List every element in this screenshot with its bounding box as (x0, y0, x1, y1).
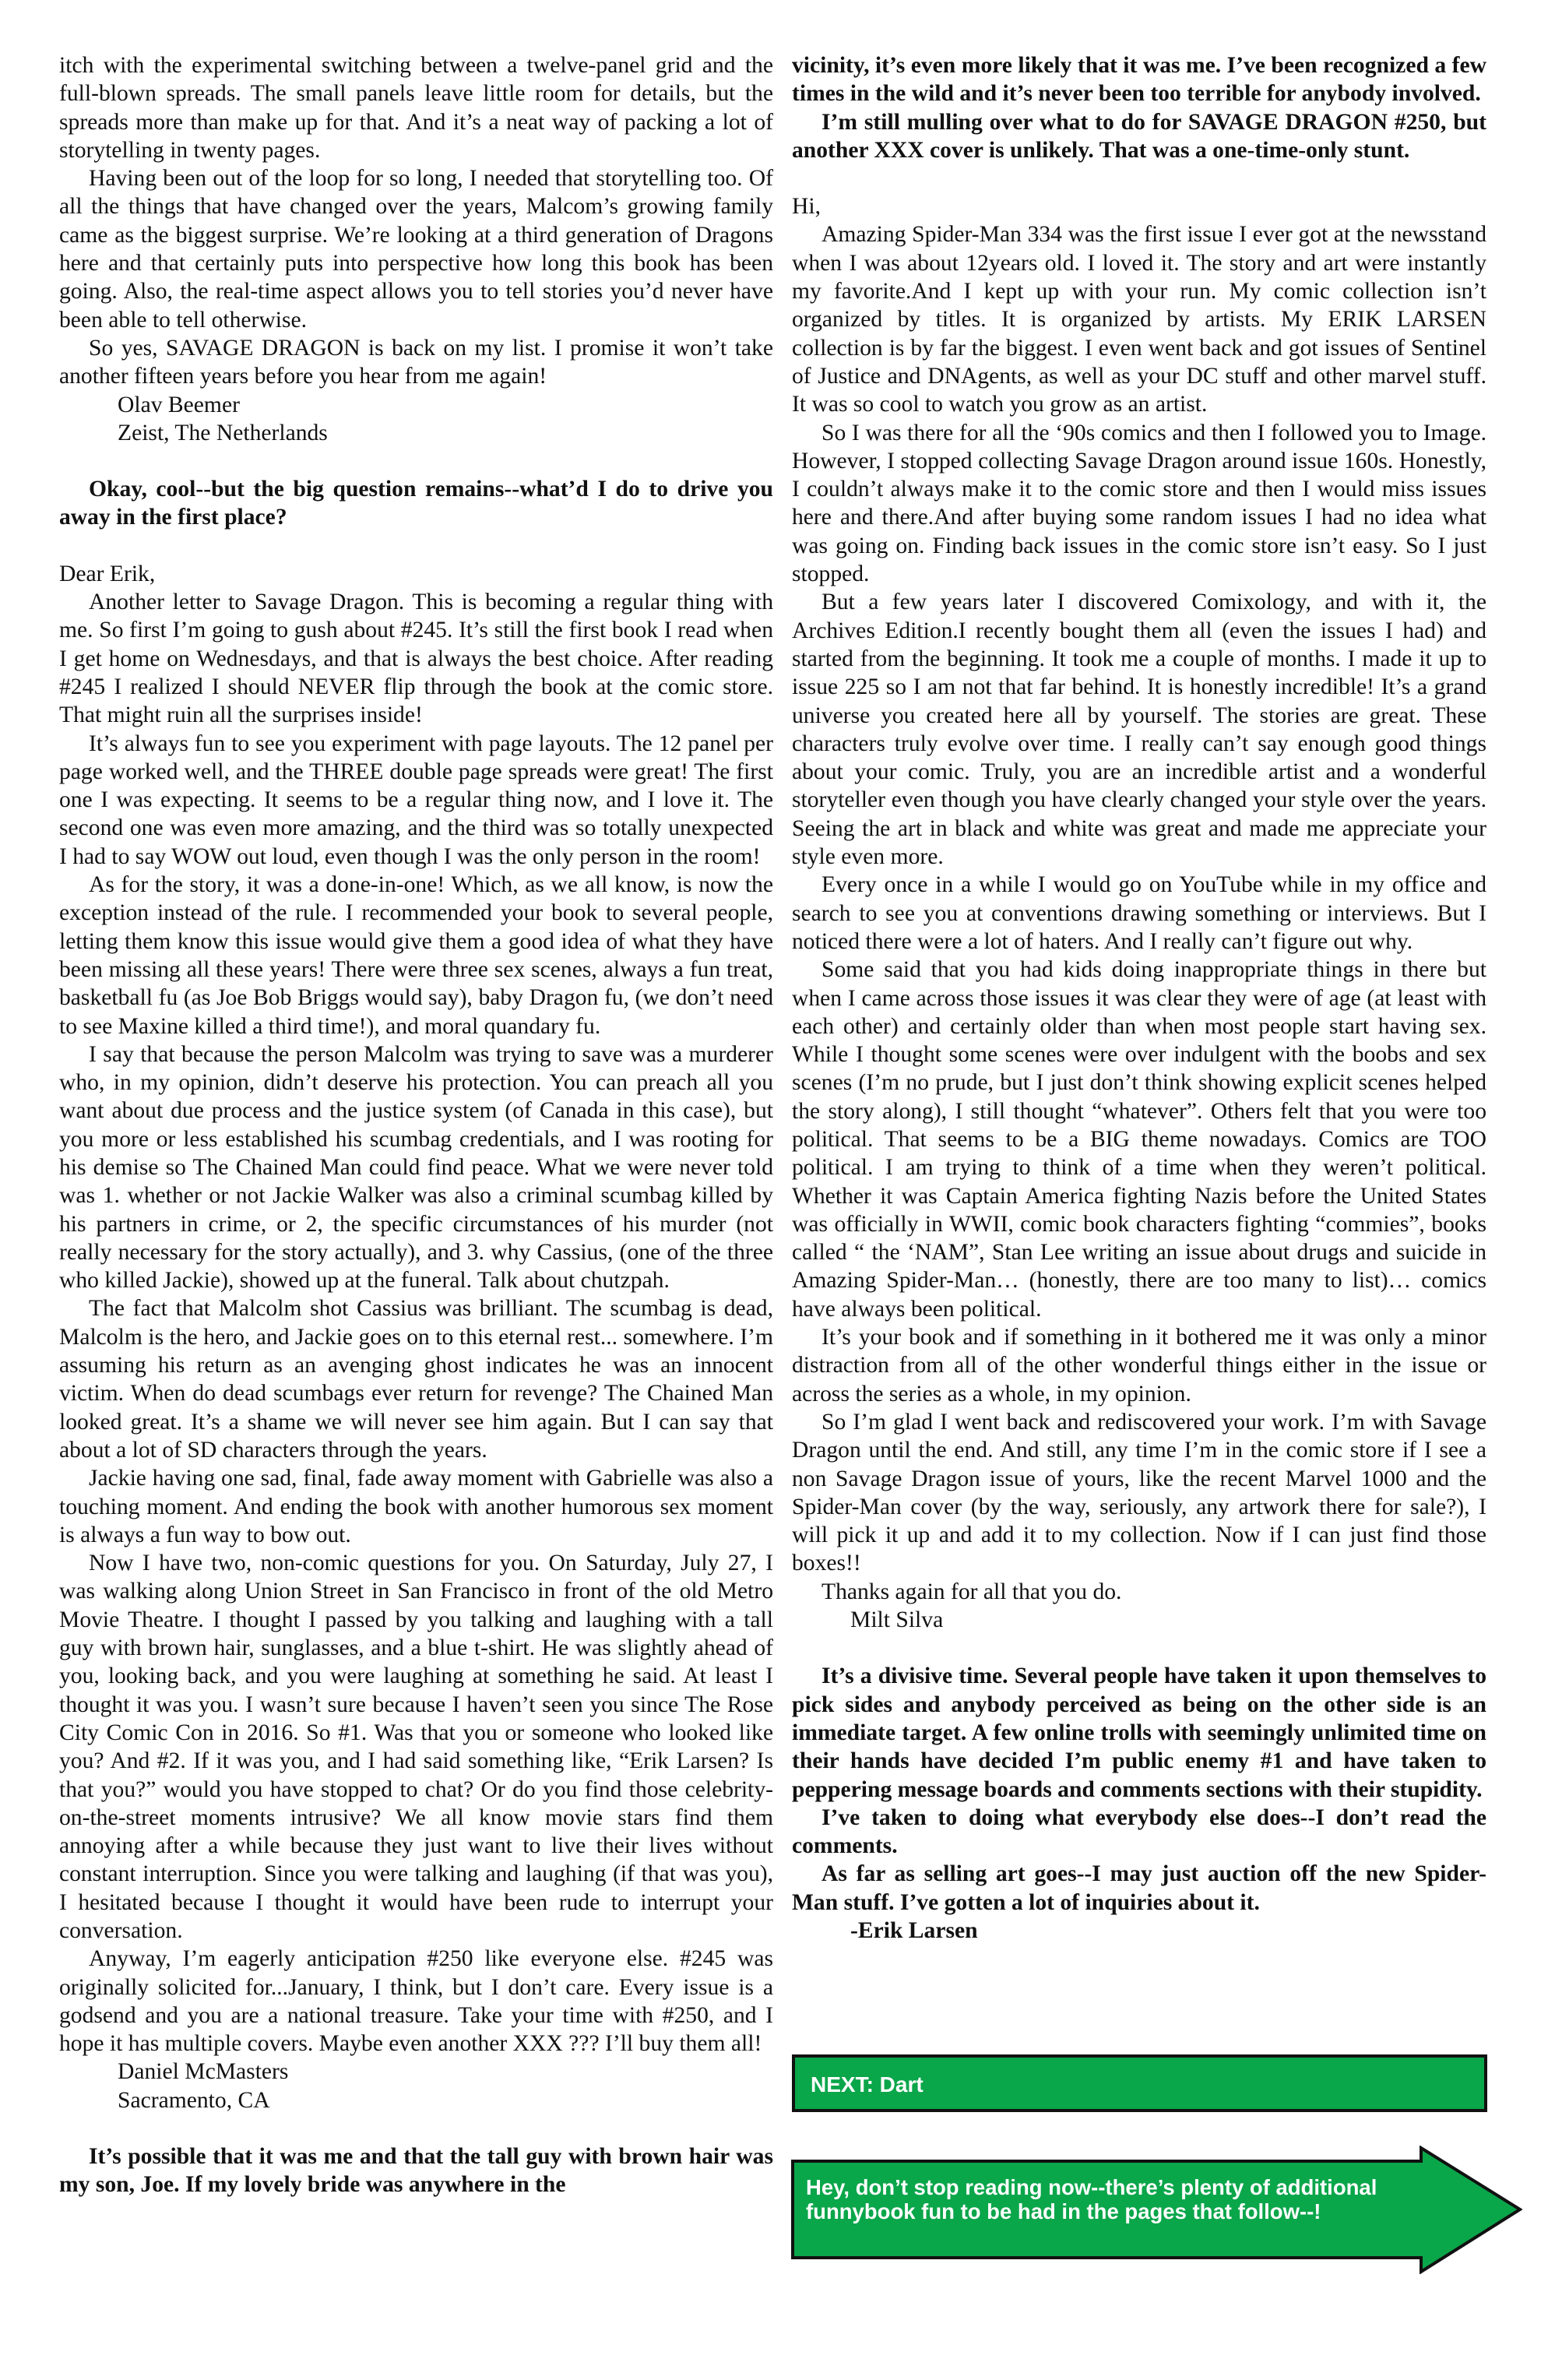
letters-column-right (792, 51, 1486, 1945)
letter-signature-name: Daniel McMasters (118, 2059, 289, 2085)
letter-paragraph: It’s always fun to see you experiment with page layouts. The 12 panel per page worked well, and the THREE double page spreads were great! The first one I was expecting. It seems to be a regular thing now, and I love it. The second one was even more amazing, and the third was so totally unexpected I had to say WOW out loud, even though I was the only person in the room! (59, 731, 773, 869)
editor-reply: I’ve taken to doing what everybody else does--I don’t read the comments. (792, 1804, 1486, 1859)
letter-paragraph: itch with the experimental switching between a twelve-panel grid and the full-blown spreads. The small panels leave little room for details, but the spreads more than make up for that. And it’s a neat way of packing a lot of storytelling in twenty pages. (59, 53, 773, 163)
letter-signature-name: Milt Silva (850, 1607, 944, 1633)
letter-salutation: Dear Erik, (59, 561, 156, 586)
letter-paragraph: Jackie having one sad, final, fade away moment with Gabrielle was also a touching moment. And ending the book with another humorous sex moment is always a fun way to bow out. (59, 1466, 773, 1547)
letter-paragraph: Anyway, I’m eagerly anticipation #250 like everyone else. #245 was originally solicited for...January, I think, but I don’t care. Every issue is a godsend and you are a national treasure. Take your time with #250, and I hope it has multiple covers. Maybe even another XXX ??? I’ll buy them all! (59, 1946, 773, 2057)
editor-reply: It’s a divisive time. Several people have taken it upon themselves to pick sides and anybody perceived as being on the other side is an immediate target. A few online trolls with seemingly unlimited time on their hands have decided I’m public enemy #1 and have taken to peppering message boards and comments sections with their stupidity. (792, 1664, 1486, 1802)
letter-closing: Thanks again for all that you do. (821, 1579, 1122, 1604)
next-issue-box (792, 2054, 1487, 2112)
letter-paragraph: Having been out of the loop for so long, I needed that storytelling too. Of all the things that have changed over the years, Malcom’s growing family came as the biggest surprise. We’re looking at a third generation of Dragons here and that certainly puts into perspective how long this book has been going. Also, the real-time aspect allows you to tell stories you’d never have been able to tell otherwise. (59, 166, 773, 333)
letter-paragraph: Another letter to Savage Dragon. This is becoming a regular thing with me. So first I’m going to gush about #245. It’s still the first book I read when I get home on Wednesdays, and that is always the best choice. After reading #245 I realized I should NEVER flip through the book at the comic store. That might ruin all the surprises inside! (59, 590, 773, 728)
letter-paragraph: So yes, SAVAGE DRAGON is back on my list. I promise it won’t take another fifteen years before you hear from me again! (59, 335, 773, 389)
letter-paragraph: So I’m glad I went back and rediscovered your work. I’m with Savage Dragon until the end. And still, any time I’m in the comic store if I see a non Savage Dragon issue of yours, like the recent Marvel 1000 and the Spider-Man cover (by the way, seriously, any artwork there for sale?), I will pick it up and add it to my collection. Now if I can just find those boxes!! (792, 1409, 1486, 1576)
letter-paragraph: But a few years later I discovered Comixology, and with it, the Archives Edition.I recently bought them all (even the issues I had) and started from the beginning. It took me a couple of months. I made it up to issue 225 so I am not that far behind. It is honestly incredible! It’s a grand universe you created here all by yourself. The stories are great. These characters truly evolve over time. I really can’t say enough good things about your comic. Truly, you are an incredible artist and a wonderful storyteller even though you have clearly changed your style over the years. Seeing the art in black and white was great and made me appreciate your style even more. (792, 590, 1486, 870)
letter-paragraph: It’s your book and if something in it bothered me it was only a minor distraction from all of the other wonderful things either in the issue or across the series as a whole, in my opinion. (792, 1325, 1486, 1407)
editor-reply: vicinity, it’s even more likely that it was me. I’ve been recognized a few times in the wild and it’s never been too terrible for anybody involved. (792, 53, 1486, 107)
letter-paragraph: So I was there for all the ‘90s comics and then I followed you to Image. However, I stopped collecting Savage Dragon around issue 160s. Honestly, I couldn’t always make it to the comic store and then I would miss issues here and there.And after buying some random issues I had no idea what was going on. Finding back issues in the comic store isn’t easy. So I just stopped. (792, 420, 1486, 587)
editor-reply: It’s possible that it was me and that the tall guy with brown hair was my son, Joe. If my lovely bride was anywhere in the (59, 2144, 773, 2198)
editor-reply: Okay, cool--but the big question remains--what’d I do to drive you away in the first place? (59, 477, 773, 530)
letter-salutation: Hi, (792, 194, 821, 220)
letter-signature-location: Sacramento, CA (118, 2087, 270, 2113)
continue-reading-arrow (790, 2146, 1522, 2274)
letter-paragraph: Amazing Spider-Man 334 was the first issue I ever got at the newsstand when I was about 12years old. I loved it. The story and art were instantly my favorite.And I kept up with your run. My comic collection isn’t organized by titles. It is organized by artists. My ERIK LARSEN collection is by far the biggest. I even went back and got issues of Sentinel of Justice and DNAgents, as well as your DC stuff and other marvel stuff. It was so cool to watch you grow as an artist. (792, 222, 1486, 417)
continue-reading-text: Hey, don’t stop reading now--there’s plenty of additional funnybook fun to be had in the pages that follow--! (806, 2175, 1377, 2223)
letter-paragraph: I say that because the person Malcolm was trying to save was a murderer who, in my opinion, didn’t deserve his protection. You can preach all you want about due process and the justice system (of Canada in this case), but you more or less established his scumbag credentials, and I was rooting for his demise so The Chained Man could find peace. What we were never told was 1. whether or not Jackie Walker was also a criminal scumbag killed by his partners in crime, or 2, the specific circumstances of his murder (not really necessary for the story actually), and 3. why Cassius, (one of the three who killed Jackie), showed up at the funeral. Talk about chutzpah. (59, 1041, 773, 1294)
letters-column-left (59, 51, 773, 2199)
letter-paragraph: Some said that you had kids doing inappropriate things in there but when I came across those issues it was clear they were of age (at least with each other) and certainly older than when most people start having sex. While I thought some scenes were over indulgent with the boobs and sex scenes (I’m no prude, but I just don’t think showing explicit scenes helped the story along), I still thought “whatever”. Others felt that you were too political. That seems to be a BIG theme nowadays. Comics are TOO political. I am trying to think of a time when they weren’t political. Whether it was Captain America fighting Nazis before the United States was officially in WWII, comic book characters fighting “commies”, books called “ the ‘NAM”, Stan Lee writing an issue about drugs and suicide in Amazing Spider-Man… (honestly, there are too many to list)… comics have always been political. (792, 957, 1486, 1322)
letter-paragraph: Now I have two, non-comic questions for you. On Saturday, July 27, I was walking along Union Street in San Francisco in front of the old Metro Movie Theatre. I thought I passed by you talking and laughing with a tall guy with brown hair, sunglasses, and a blue t-shirt. He was slightly ahead of you, looking back, and you were laughing at something he said. At least I thought it was you. I wasn’t sure because I haven’t seen you since The Rose City Comic Con in 2016. So #1. Was that you or someone who looked like you? And #2. If it was you, and I had said something like, “Erik Larsen? Is that you?” would you have stopped to chat? Or do you find those celebrity-on-the-street moments intrusive? We all know movie stars find them annoying after a while because they just want to live their lives without constant interruption. Since you were talking and laughing (if that was you), I hesitated because I thought it would have been rude to interrupt your conversation. (59, 1551, 773, 1943)
editor-reply: I’m still mulling over what to do for SAVAGE DRAGON #250, but another XXX cover is unlikely. That was a one-time-only stunt. (792, 109, 1486, 163)
letter-paragraph: The fact that Malcolm shot Cassius was brilliant. The scumbag is dead, Malcolm is the hero, and Jackie goes on to this eternal rest... somewhere. I’m assuming his return as an avenging ghost indicates he was an innocent victim. When do dead scumbags ever return for revenge? The Chained Man looked great. It’s a shame we will never see him again. But I can say that about a lot of SD characters through the years. (59, 1296, 773, 1463)
next-issue-label: NEXT: Dart (811, 2072, 924, 2097)
letter-signature-name: Olav Beemer (118, 392, 240, 417)
editor-signature: -Erik Larsen (850, 1918, 978, 1943)
letter-signature-location: Zeist, The Netherlands (118, 420, 328, 445)
letter-paragraph: As for the story, it was a done-in-one! Which, as we all know, is now the exception instead of the rule. I recommended your book to several people, letting them know this issue would give them a good idea of what they have been missing all these years! There were three sex scenes, always a fun treat, basketball fu (as Joe Bob Briggs would say), baby Dragon fu, (we don’t need to see Maxine killed a third time!), and moral quandary fu. (59, 872, 773, 1039)
letter-paragraph: Every once in a while I would go on YouTube while in my office and search to see you at conventions drawing something or interviews. But I noticed there were a lot of haters. And I really can’t figure out why. (792, 872, 1486, 954)
editor-reply: As far as selling art goes--I may just auction off the new Spider-Man stuff. I’ve gotten a lot of inquiries about it. (792, 1861, 1486, 1915)
